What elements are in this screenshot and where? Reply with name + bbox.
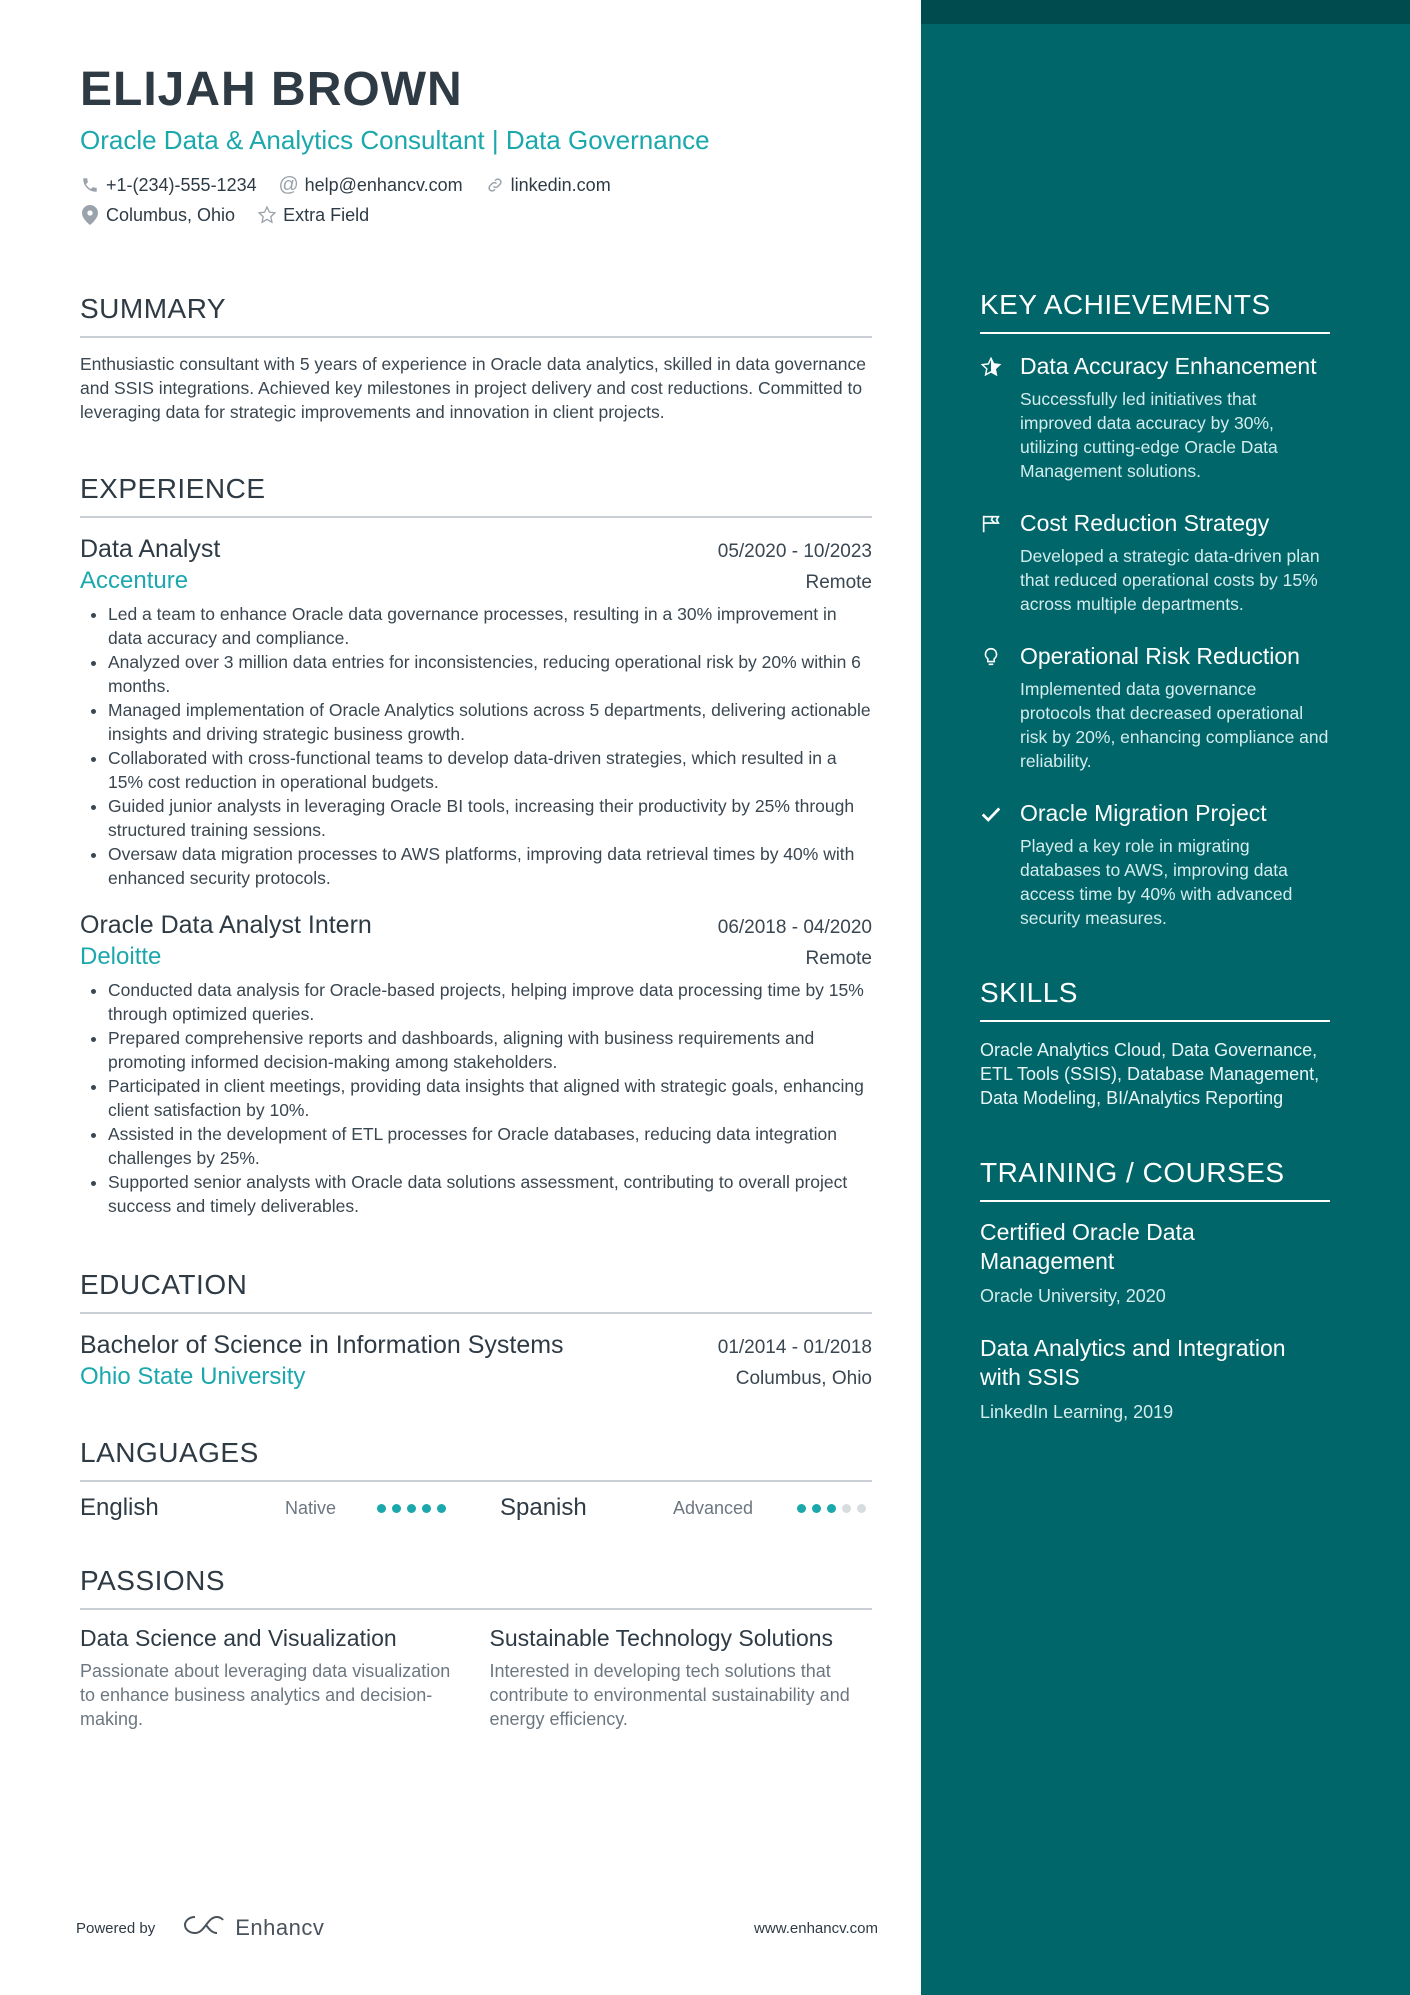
achievement-item bbox=[980, 352, 1330, 483]
course-item bbox=[980, 1334, 1330, 1424]
checkmark-icon bbox=[980, 799, 1010, 930]
job-subheader bbox=[80, 942, 872, 972]
star-outline-icon bbox=[257, 205, 277, 225]
course-meta: LinkedIn Learning, 2019 bbox=[980, 1402, 1174, 1422]
rating-dot-filled bbox=[392, 1504, 401, 1513]
passion-item bbox=[490, 1624, 873, 1731]
passion-title: Data Science and Visualization bbox=[80, 1625, 397, 1651]
rating-dot-filled bbox=[377, 1504, 386, 1513]
degree: Bachelor of Science in Information Systems bbox=[80, 1331, 564, 1359]
job-subheader bbox=[80, 566, 872, 596]
job-title: Oracle Data Analyst Intern bbox=[80, 911, 372, 939]
job-bullet: • Oversaw data migration processes to AWS platforms, improving data retrieval times by 40% with enhanced security protocols. bbox=[108, 842, 872, 890]
job-bullet: • Managed implementation of Oracle Analytics solutions across 5 departments, delivering actionable insights and driving strategic business growth. bbox=[108, 698, 872, 746]
job-bullet: • Guided junior analysts in leveraging Oracle BI tools, increasing their productivity by 25% through structured training sessions. bbox=[108, 794, 872, 842]
education-entry bbox=[80, 1328, 872, 1392]
passion-description: Passionate about leveraging data visualization to enhance business analytics and decision-making. bbox=[80, 1661, 451, 1729]
course-item bbox=[980, 1218, 1330, 1308]
summary-section bbox=[80, 292, 872, 424]
passion-title: Sustainable Technology Solutions bbox=[489, 1625, 834, 1651]
job-bullets bbox=[80, 602, 872, 890]
job-bullet: • Conducted data analysis for Oracle-based projects, helping improve data processing time by 15% through optimized queries. bbox=[108, 978, 872, 1026]
skills-section bbox=[980, 976, 1330, 1110]
contact-row-1 bbox=[80, 170, 872, 200]
email-text: help@enhancv.com bbox=[304, 174, 463, 195]
passions-section bbox=[80, 1564, 872, 1731]
achievement-item bbox=[980, 799, 1330, 930]
lightbulb-icon bbox=[980, 642, 1010, 773]
achievement-title: Cost Reduction Strategy bbox=[1020, 510, 1270, 536]
brand-name: Enhancv bbox=[235, 1915, 325, 1940]
job-dates: 06/2018 - 04/2020 bbox=[717, 917, 872, 938]
job-company: Accenture bbox=[80, 567, 189, 594]
job-bullet: • Participated in client meetings, providing data insights that aligned with strategic goals, enhancing client satisfaction by 10%. bbox=[108, 1074, 872, 1122]
job-title: Data Analyst bbox=[80, 535, 221, 563]
summary-title: SUMMARY bbox=[80, 292, 872, 338]
course-meta: Oracle University, 2020 bbox=[980, 1286, 1166, 1306]
achievement-description: Implemented data governance protocols that decreased operational risk by 20%, enhancing compliance and reliability. bbox=[1020, 679, 1329, 771]
education-section bbox=[80, 1268, 872, 1392]
training-title: TRAINING / COURSES bbox=[980, 1156, 1330, 1202]
link-icon bbox=[485, 175, 505, 195]
language-name: English bbox=[80, 1494, 159, 1521]
languages-list bbox=[80, 1494, 872, 1522]
achievement-title: Operational Risk Reduction bbox=[1020, 643, 1300, 669]
extra-text: Extra Field bbox=[283, 204, 370, 225]
achievement-body bbox=[1010, 799, 1330, 930]
link-text: linkedin.com bbox=[510, 174, 611, 195]
brand-logo[interactable] bbox=[181, 1913, 324, 1943]
achievement-item bbox=[980, 509, 1330, 616]
star-icon bbox=[980, 352, 1010, 483]
job-location: Remote bbox=[805, 948, 872, 969]
main-column bbox=[80, 60, 872, 1731]
passion-description: Interested in developing tech solutions that contribute to environmental sustainability and energy efficiency. bbox=[489, 1661, 850, 1729]
rating-dot-empty bbox=[857, 1504, 866, 1513]
job-bullet: • Assisted in the development of ETL processes for Oracle databases, reducing data integration challenges by 25%. bbox=[108, 1122, 872, 1170]
language-level: Native bbox=[285, 1497, 337, 1518]
contact-row-2 bbox=[80, 200, 872, 230]
training-section bbox=[980, 1156, 1330, 1424]
job-bullet: • Collaborated with cross-functional teams to develop data-driven strategies, which resulted in a 15% cost reduction in operational budgets. bbox=[108, 746, 872, 794]
achievement-title: Data Accuracy Enhancement bbox=[1020, 353, 1317, 379]
skills-title: SKILLS bbox=[980, 976, 1330, 1022]
rating-dot-filled bbox=[407, 1504, 416, 1513]
languages-title: LANGUAGES bbox=[80, 1436, 872, 1482]
skills-text: Oracle Analytics Cloud, Data Governance, ETL Tools (SSIS), Database Management, Data Modeling, BI/Analytics Reporting bbox=[980, 1040, 1320, 1108]
contact-email[interactable] bbox=[279, 175, 463, 196]
footer bbox=[76, 1913, 878, 1943]
education-dates: 01/2014 - 01/2018 bbox=[717, 1337, 872, 1358]
passions-title: PASSIONS bbox=[80, 1564, 872, 1610]
languages-section bbox=[80, 1436, 872, 1522]
education-location: Columbus, Ohio bbox=[735, 1368, 872, 1389]
enhancv-logo-icon bbox=[181, 1913, 227, 1943]
candidate-name: ELIJAH BROWN bbox=[80, 63, 463, 116]
website-link[interactable]: www.enhancv.com bbox=[754, 1919, 878, 1937]
location-text: Columbus, Ohio bbox=[106, 204, 236, 225]
experience-section bbox=[80, 472, 872, 1218]
job-dates: 05/2020 - 10/2023 bbox=[717, 541, 872, 562]
at-sign-icon: @ bbox=[278, 173, 299, 196]
rating-dot-filled bbox=[797, 1504, 806, 1513]
job-header bbox=[80, 908, 872, 942]
phone-text: +1-(234)-555-1234 bbox=[106, 174, 257, 195]
job-bullet: • Led a team to enhance Oracle data governance processes, resulting in a 30% improvement in data accuracy and compliance. bbox=[108, 602, 872, 650]
achievement-description: Developed a strategic data-driven plan that reduced operational costs by 15% across multiple departments. bbox=[1020, 546, 1320, 614]
job-bullet: • Supported senior analysts with Oracle data solutions assessment, contributing to overall project success and timely deliverables. bbox=[108, 1170, 872, 1218]
job-bullet: • Analyzed over 3 million data entries for inconsistencies, reducing operational risk by 20% within 6 months. bbox=[108, 650, 872, 698]
rating-dot-filled bbox=[827, 1504, 836, 1513]
sidebar-top-strip bbox=[921, 0, 1410, 24]
passion-item bbox=[80, 1624, 463, 1731]
achievement-item bbox=[980, 642, 1330, 773]
contact-link[interactable] bbox=[485, 175, 611, 196]
job-header bbox=[80, 532, 872, 566]
powered-by-text: Powered by bbox=[76, 1919, 156, 1937]
flag-icon bbox=[980, 509, 1010, 616]
rating-dot-empty bbox=[842, 1504, 851, 1513]
achievement-body bbox=[1010, 509, 1330, 616]
achievement-title: Oracle Migration Project bbox=[1020, 800, 1267, 826]
contact-info bbox=[80, 170, 872, 230]
education-header bbox=[80, 1328, 872, 1362]
rating-dot-filled bbox=[812, 1504, 821, 1513]
job-bullets bbox=[80, 978, 872, 1218]
contact-phone[interactable] bbox=[80, 175, 257, 196]
job-entry bbox=[80, 908, 872, 1218]
rating-dot-filled bbox=[422, 1504, 431, 1513]
achievement-body bbox=[1010, 642, 1330, 773]
powered-by bbox=[76, 1913, 324, 1943]
phone-icon bbox=[80, 175, 100, 195]
achievement-body bbox=[1010, 352, 1330, 483]
language-rating bbox=[797, 1504, 866, 1513]
summary-text: Enthusiastic consultant with 5 years of experience in Oracle data analytics, skilled in data governance and SSIS integrations. Achieved key milestones in project delivery and cost reductions. Committed to leveraging data for strategic improvements and innovation in client projects. bbox=[80, 354, 866, 422]
sidebar bbox=[980, 288, 1330, 1424]
job-company: Deloitte bbox=[80, 943, 162, 970]
achievements-title: KEY ACHIEVEMENTS bbox=[980, 288, 1330, 334]
achievement-description: Successfully led initiatives that improved data accuracy by 30%, utilizing cutting-edge Oracle Data Management solutions. bbox=[1020, 389, 1278, 481]
language-item bbox=[500, 1494, 872, 1522]
school: Ohio State University bbox=[80, 1363, 306, 1390]
job-location: Remote bbox=[805, 572, 872, 593]
achievements-section bbox=[980, 288, 1330, 930]
course-title: Certified Oracle Data Management bbox=[980, 1219, 1195, 1274]
achievement-description: Played a key role in migrating databases to AWS, improving data access time by 40% with advanced security measures. bbox=[1020, 836, 1293, 928]
contact-location bbox=[80, 205, 235, 226]
education-subheader bbox=[80, 1362, 872, 1392]
headline: Oracle Data & Analytics Consultant | Data Governance bbox=[80, 125, 710, 155]
language-level: Advanced bbox=[673, 1497, 754, 1518]
rating-dot-filled bbox=[437, 1504, 446, 1513]
course-title: Data Analytics and Integration with SSIS bbox=[980, 1335, 1286, 1390]
passions-list bbox=[80, 1624, 872, 1731]
language-rating bbox=[377, 1504, 446, 1513]
education-title: EDUCATION bbox=[80, 1268, 872, 1314]
language-name: Spanish bbox=[500, 1494, 587, 1521]
language-item bbox=[80, 1494, 500, 1522]
location-pin-icon bbox=[80, 205, 100, 225]
experience-title: EXPERIENCE bbox=[80, 472, 872, 518]
contact-extra bbox=[257, 205, 369, 226]
job-bullet: • Prepared comprehensive reports and dashboards, aligning with business requirements and promoting informed decision-making among stakeholders. bbox=[108, 1026, 872, 1074]
job-entry bbox=[80, 532, 872, 890]
